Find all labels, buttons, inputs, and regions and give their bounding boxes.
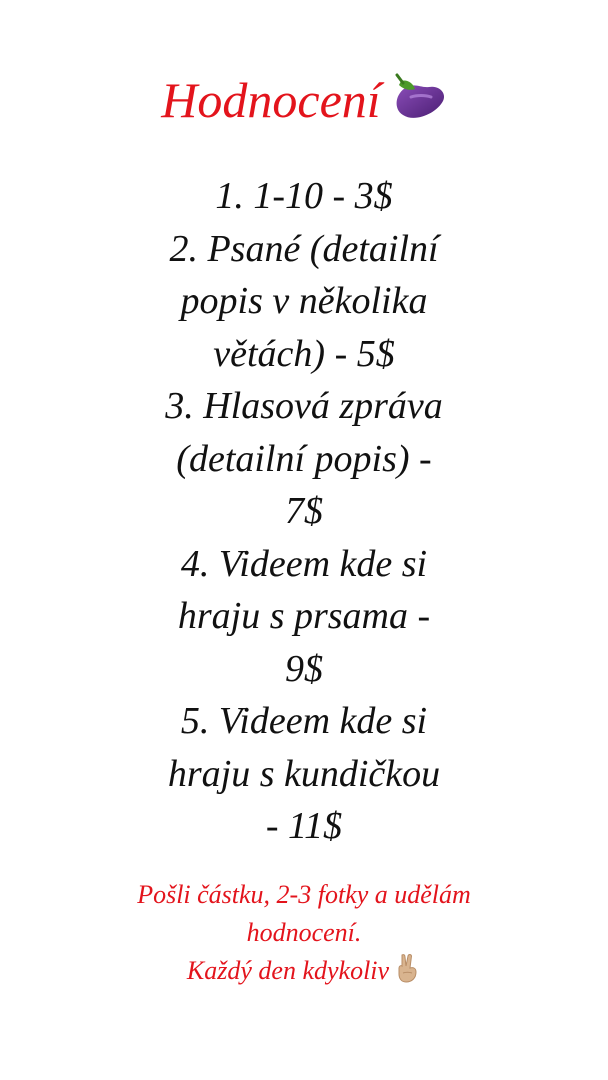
list-line: popis v několika <box>180 280 428 322</box>
note-line: Pošli částku, 2-3 fotky a udělám <box>137 880 471 909</box>
list-line: 7$ <box>285 490 323 532</box>
list-line: 2. Psané (detailní <box>169 227 439 270</box>
list-line: 4. Videem kde si <box>180 542 428 585</box>
list-line: 5. Videem kde si <box>180 700 428 742</box>
list-line: - 11$ <box>265 805 343 847</box>
title-text: Hodnocení <box>161 72 381 128</box>
list-line: hraju s kundičkou <box>167 752 441 795</box>
list-line: hraju s prsama - <box>177 595 431 637</box>
price-list <box>40 170 568 853</box>
list-line: 1. 1-10 - 3$ <box>215 175 393 217</box>
list-line: 9$ <box>285 647 323 690</box>
footer-note <box>60 876 548 994</box>
note-line: hodnocení. <box>246 918 362 947</box>
note-line-text: Každý den kdykoliv <box>186 956 390 985</box>
victory-hand-icon <box>395 953 421 994</box>
note-line-with-icon <box>60 952 548 994</box>
list-line: větách) - 5$ <box>213 332 395 375</box>
list-line: (detailní popis) - <box>176 437 432 480</box>
page-title <box>0 64 608 142</box>
eggplant-icon <box>387 70 447 142</box>
list-line: 3. Hlasová zpráva <box>165 385 443 427</box>
